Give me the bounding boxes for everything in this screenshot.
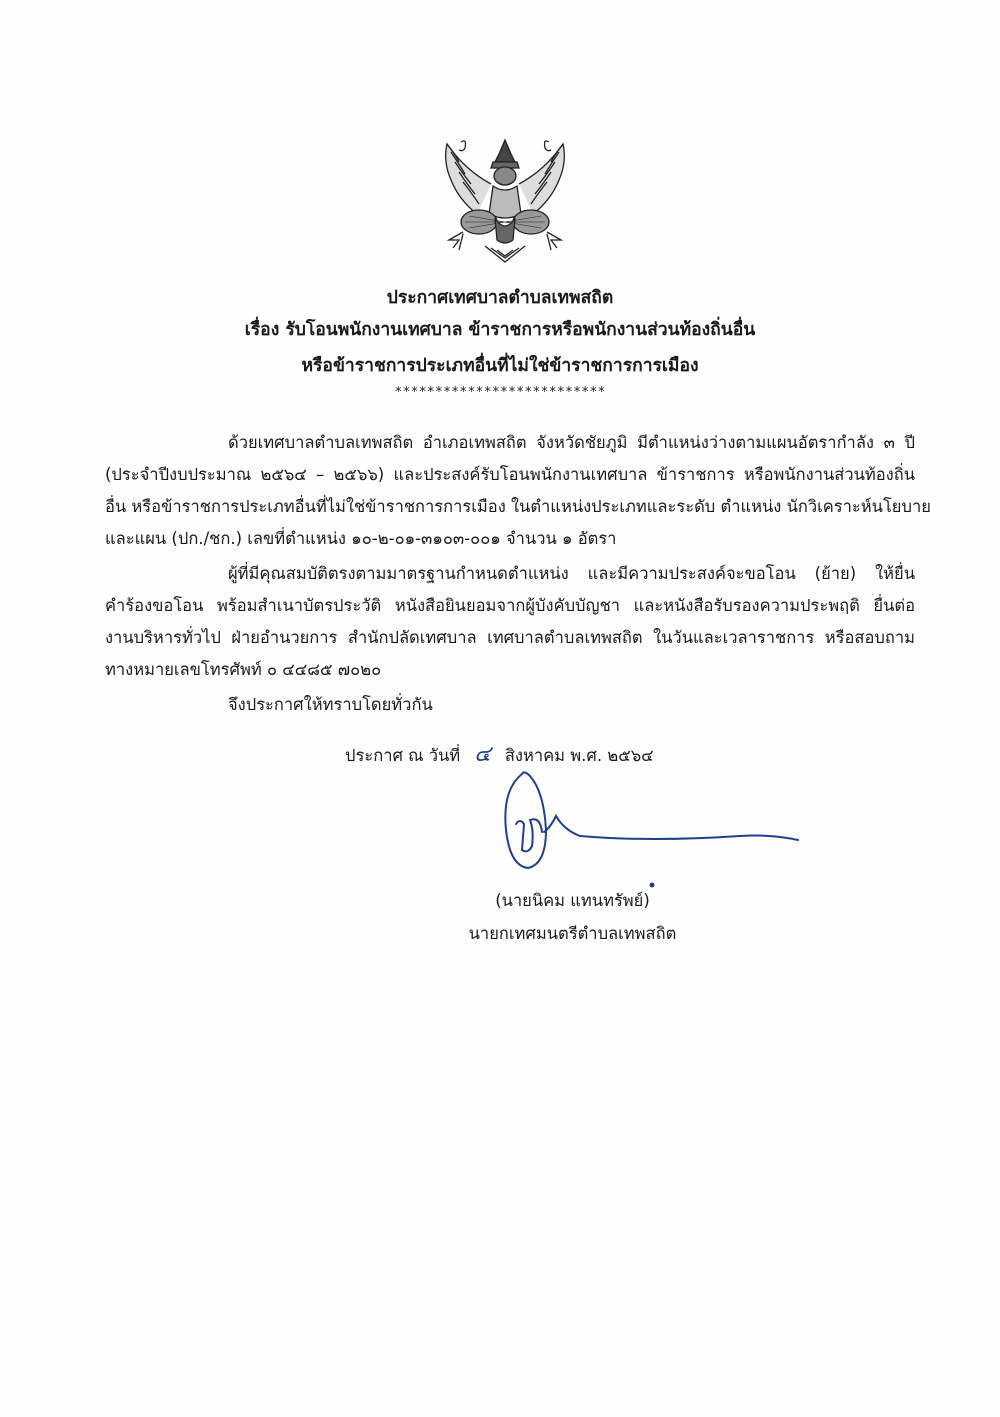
signatory-position: นายกเทศมนตรีตำบลเทพสถิต: [468, 924, 677, 943]
signature-icon: [500, 770, 820, 900]
signatory-name: (นายนิคม แทนทรัพย์): [495, 891, 650, 910]
paragraph-2-line-2: คำร้องขอโอน พร้อมสำเนาบัตรประวัติ หนังสือยินยอมจากผู้บังคับบัญชา และหนังสือรับรองความประพฤติ ยื่นต่อ: [105, 596, 915, 615]
paragraph-2-line-1: ผู้ที่มีคุณสมบัติตรงตามมาตรฐานกำหนดตำแหน่ง และมีความประสงค์จะขอโอน (ย้าย) ให้ยื่น: [228, 564, 915, 583]
paragraph-1-line-2: (ประจำปีงบประมาณ ๒๕๖๔ – ๒๕๖๖) และประสงค์รับโอนพนักงานเทศบาล ข้าราชการ หรือพนักงานส่วนท้องถิ่น: [105, 465, 915, 484]
date-suffix: สิงหาคม พ.ศ. ๒๕๖๔: [504, 746, 654, 765]
paragraph-2-line-4: ทางหมายเลขโทรศัพท์ ๐ ๔๔๘๕ ๗๐๒๐: [105, 660, 382, 679]
closing-statement: จึงประกาศให้ทราบโดยทั่วกัน: [228, 695, 433, 714]
paragraph-1-line-1: ด้วยเทศบาลตำบลเทพสถิต อำเภอเทพสถิต จังหวัดชัยภูมิ มีตำแหน่งว่างตามแผนอัตรากำลัง ๓ ปี: [228, 433, 915, 452]
date-prefix: ประกาศ ณ วันที่: [345, 746, 461, 765]
garuda-emblem-icon: [425, 122, 585, 270]
paragraph-2-line-3: งานบริหารทั่วไป ฝ่ายอำนวยการ สำนักปลัดเทศบาล เทศบาลตำบลเทพสถิต ในวันและเวลาราชการ หรือสอบถาม: [105, 628, 915, 647]
date-day-handwritten: ๔: [474, 742, 491, 767]
announcement-subject: เรื่อง รับโอนพนักงานเทศบาล ข้าราชการหรือพนักงานส่วนท้องถิ่นอื่น: [244, 320, 756, 340]
announcement-subject-continued: หรือข้าราชการประเภทอื่นที่ไม่ใช่ข้าราชการการเมือง: [301, 356, 699, 376]
announcement-date: [345, 736, 654, 771]
title-separator: **************************: [394, 385, 606, 400]
paragraph-1-line-4: และแผน (ปก./ชก.) เลขที่ตำแหน่ง ๑๐-๒-๐๑-๓๑๐๓-๐๐๑ จำนวน ๑ อัตรา: [105, 529, 617, 548]
paragraph-1-line-3: อื่น หรือข้าราชการประเภทอื่นที่ไม่ใช่ข้าราชการการเมือง ในตำแหน่งประเภทและระดับ ตำแหน่ง นักวิเคราะห์นโยบาย: [105, 497, 931, 516]
announcement-header: ประกาศเทศบาลตำบลเทพสถิต: [386, 288, 614, 308]
